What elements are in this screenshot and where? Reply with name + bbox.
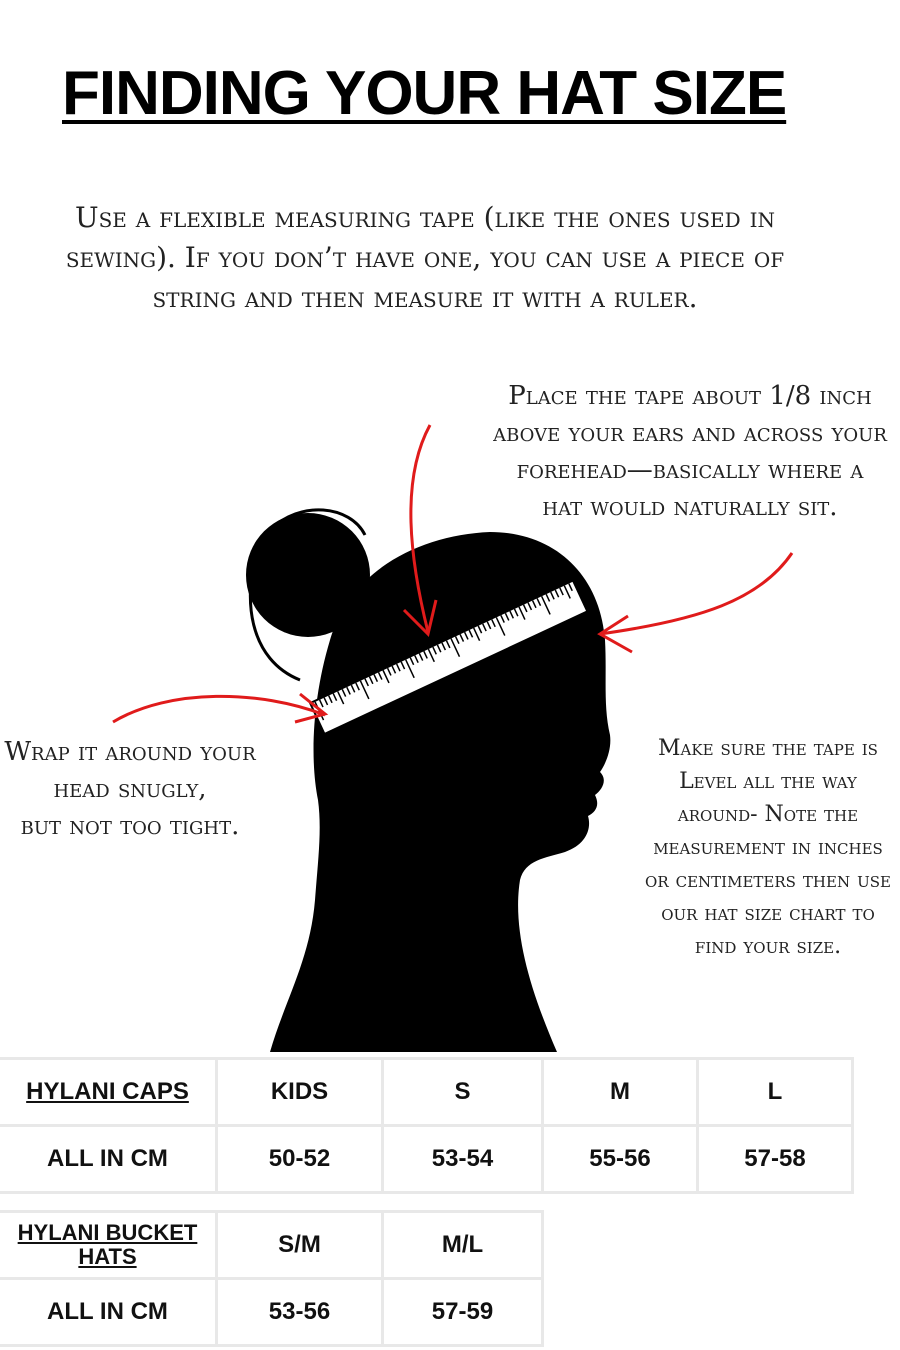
bucket-row-label: ALL IN CM [0, 1279, 217, 1346]
note-line: find your size. [694, 934, 842, 959]
note-line: measurement in inches [653, 835, 883, 860]
arrow-left-shaft [113, 696, 325, 722]
note-line: Level all the way [679, 769, 857, 794]
arrow-right-shaft [600, 553, 792, 634]
bucket-table-label [0, 1212, 217, 1279]
note-line: head snugly, [53, 774, 207, 804]
caps-row-label: ALL IN CM [0, 1126, 217, 1193]
note-line: or centimeters then use [645, 868, 891, 893]
size-header-kids: KIDS [217, 1059, 383, 1126]
table-row [0, 1059, 853, 1126]
note-tape-level [598, 732, 900, 963]
caps-size-table [0, 1057, 854, 1194]
size-header-ml: M/L [383, 1212, 543, 1279]
size-value-l: 57-58 [698, 1126, 853, 1193]
note-line: Wrap it around your [4, 737, 256, 767]
size-value-s: 53-54 [383, 1126, 543, 1193]
size-header-s: S [383, 1059, 543, 1126]
note-line: hat would naturally sit. [542, 492, 838, 522]
note-line: forehead—basically where a [516, 455, 864, 485]
size-header-sm: S/M [217, 1212, 383, 1279]
note-line: above your ears and across your [493, 418, 887, 448]
table-row [0, 1126, 853, 1193]
bucket-label-line: HYLANI BUCKET [17, 1220, 198, 1245]
bucket-hat-size-table [0, 1210, 544, 1347]
intro-line: sewing). If you don’t have one, you can use a piece of [65, 241, 785, 274]
note-line: around- Note the [677, 802, 859, 827]
note-line: Make sure the tape is [658, 736, 878, 761]
caps-table-label: HYLANI CAPS [0, 1059, 217, 1126]
page-title: FINDING YOUR HAT SIZE [62, 59, 787, 128]
table-row [0, 1279, 543, 1346]
size-value-m: 55-56 [543, 1126, 698, 1193]
size-header-l: L [698, 1059, 853, 1126]
size-header-m: M [543, 1059, 698, 1126]
note-line: Place the tape about 1/8 inch [508, 381, 872, 411]
note-place-tape [440, 378, 900, 526]
size-value-kids: 50-52 [217, 1126, 383, 1193]
table-row [0, 1212, 543, 1279]
note-line: our hat size chart to [661, 901, 875, 926]
bucket-label-line: HATS [78, 1244, 137, 1269]
size-value-sm: 53-56 [217, 1279, 383, 1346]
note-line: but not too tight. [20, 811, 240, 841]
note-wrap-snugly [0, 734, 300, 845]
intro-line: Use a flexible measuring tape (like the ones used in [75, 201, 775, 234]
size-value-ml: 57-59 [383, 1279, 543, 1346]
intro-line: string and then measure it with a ruler. [152, 281, 698, 314]
